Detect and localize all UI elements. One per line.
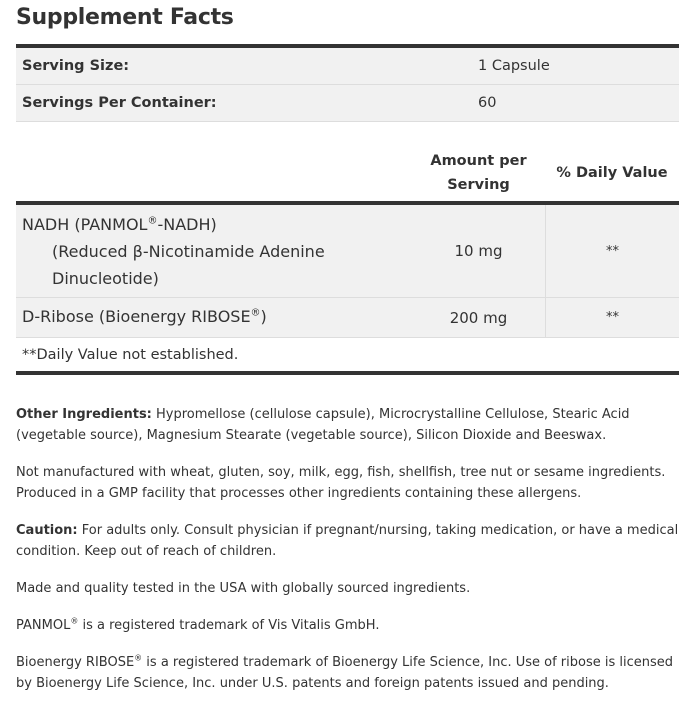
product-notes — [16, 404, 680, 704]
ribose-trademark — [16, 652, 680, 694]
panmol-name: PANMOL — [16, 618, 71, 633]
allergen-statement: Not manufactured with wheat, gluten, soy, milk, egg, fish, shellfish, tree nut or sesame ingredients. Produced in a GMP facility that processes other ingredients containing these allergens. — [16, 465, 666, 501]
nutrient-row-d-ribose — [16, 298, 679, 338]
registered-mark: ® — [70, 616, 79, 626]
nutrient-table — [16, 144, 679, 375]
serving-info-table — [16, 44, 679, 122]
daily-value-footnote: **Daily Value not established. — [16, 338, 679, 375]
made-in-statement: Made and quality tested in the USA with globally sourced ingredients. — [16, 581, 471, 596]
header-amount-per-serving — [412, 149, 545, 197]
panmol-trademark — [16, 615, 680, 636]
page-title: Supplement Facts — [16, 5, 234, 30]
registered-mark: ® — [147, 215, 158, 227]
servings-per-container-value: 60 — [478, 95, 497, 111]
ribose-name: Bioenergy RIBOSE — [16, 655, 135, 670]
header-daily-value: % Daily Value — [556, 164, 668, 181]
nutrient-name — [16, 298, 412, 337]
nutrient-amount: 200 mg — [449, 308, 508, 327]
registered-mark: ® — [134, 653, 143, 663]
header-amount-line2: Serving — [447, 176, 510, 193]
nutrient-name-prefix: D-Ribose (Bioenergy RIBOSE — [22, 307, 251, 326]
serving-size-value: 1 Capsule — [478, 58, 550, 74]
ribose-trademark-text: is a registered trademark of Bioenergy Life Science, Inc. Use of ribose is licensed by Bioenergy Life Science, Inc. under U.S. patents and foreign patents issued and pending. — [16, 655, 674, 691]
nutrient-subname-line1: (Reduced β-Nicotinamide Adenine — [52, 242, 325, 261]
panmol-trademark-text: is a registered trademark of Vis Vitalis GmbH. — [78, 618, 380, 633]
servings-per-container-row — [16, 85, 679, 122]
nutrient-row-nadh — [16, 205, 679, 298]
other-ingredients — [16, 404, 680, 446]
nutrient-amount: 10 mg — [454, 242, 503, 260]
other-ingredients-text: Hypromellose (cellulose capsule), Microcrystalline Cellulose, Stearic Acid (vegetable source), Magnesium Stearate (vegetable source), Silicon Dioxide and Beeswax. — [16, 407, 630, 443]
nutrient-name — [16, 205, 412, 297]
nutrient-table-header — [16, 144, 679, 205]
nutrient-daily-value: ** — [545, 298, 679, 337]
other-ingredients-label: Other Ingredients: — [16, 407, 152, 422]
serving-size-row — [16, 48, 679, 85]
caution-label: Caution: — [16, 523, 78, 538]
registered-mark: ® — [250, 307, 261, 319]
caution-text: For adults only. Consult physician if pregnant/nursing, taking medication, or have a medical condition. Keep out of reach of children. — [16, 523, 679, 559]
nutrient-name-suffix: ) — [260, 307, 267, 326]
nutrient-daily-value: ** — [545, 205, 679, 297]
serving-size-label: Serving Size: — [22, 58, 130, 74]
nutrient-name-suffix: -NADH) — [157, 215, 217, 234]
nutrient-name-prefix: NADH (PANMOL — [22, 215, 148, 234]
nutrient-subname-line2: Dinucleotide) — [52, 269, 159, 288]
servings-per-container-label: Servings Per Container: — [22, 95, 217, 111]
caution-statement — [16, 520, 680, 562]
header-amount-line1: Amount per — [430, 152, 527, 169]
